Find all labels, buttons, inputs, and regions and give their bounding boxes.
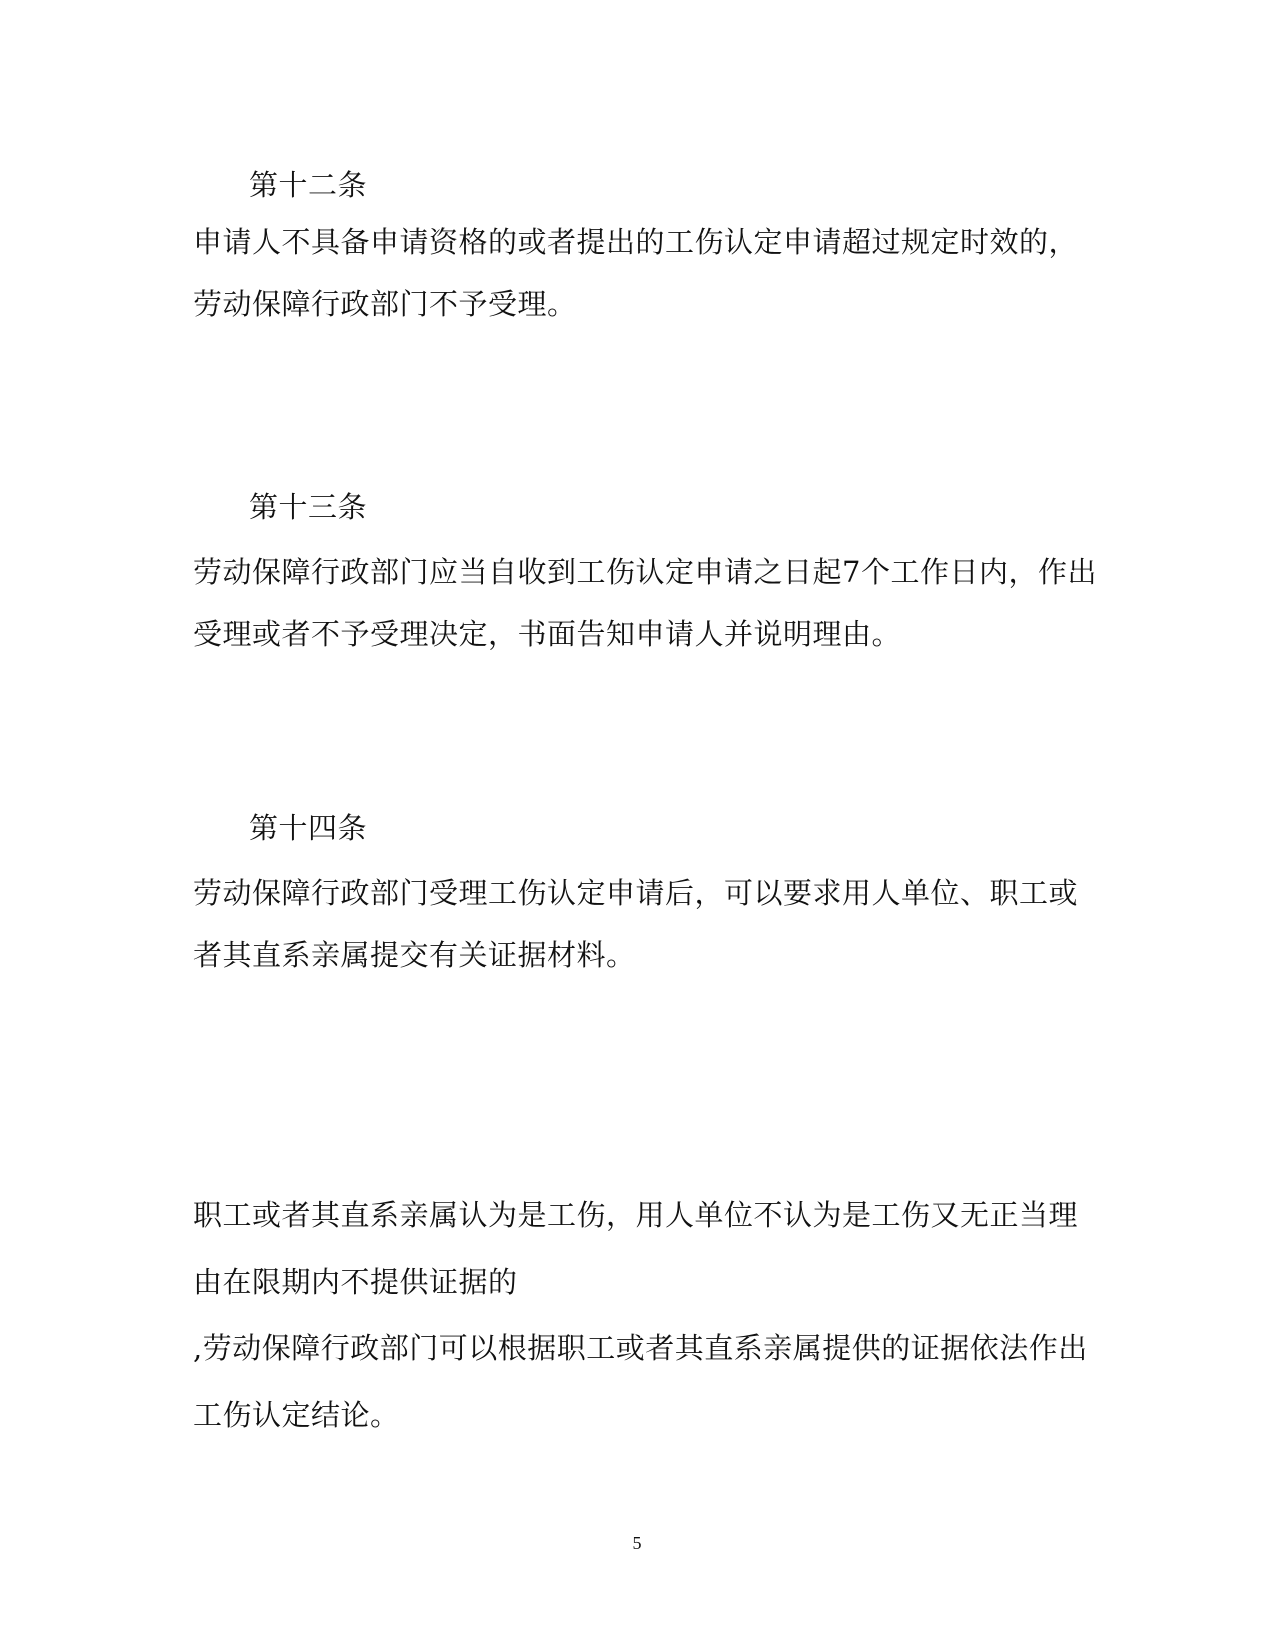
article-text-line: 劳动保障行政部门应当自收到工伤认定申请之日起7个工作日内，作出 (193, 555, 1097, 589)
paragraph-line: 由在限期内不提供证据的 (193, 1265, 518, 1299)
paragraph-line: 工伤认定结论。 (193, 1398, 400, 1432)
page-number: 5 (632, 1533, 642, 1553)
article-text-line: 申请人不具备申请资格的或者提出的工伤认定申请超过规定时效的， (193, 225, 1079, 259)
article-heading: 第十四条 (249, 811, 368, 845)
paragraph-line: ,劳动保障行政部门可以根据职工或者其直系亲属提供的证据依法作出 (193, 1331, 1088, 1365)
article-heading: 第十二条 (249, 168, 368, 202)
article-heading: 第十三条 (249, 490, 368, 524)
article-text-line: 劳动保障行政部门不予受理。 (193, 287, 577, 321)
paragraph-line: 职工或者其直系亲属认为是工伤，用人单位不认为是工伤又无正当理 (193, 1198, 1079, 1232)
article-text-line: 劳动保障行政部门受理工伤认定申请后，可以要求用人单位、职工或 (193, 876, 1079, 910)
article-text-line: 受理或者不予受理决定，书面告知申请人并说明理由。 (193, 617, 902, 651)
article-text-line: 者其直系亲属提交有关证据材料。 (193, 938, 636, 972)
